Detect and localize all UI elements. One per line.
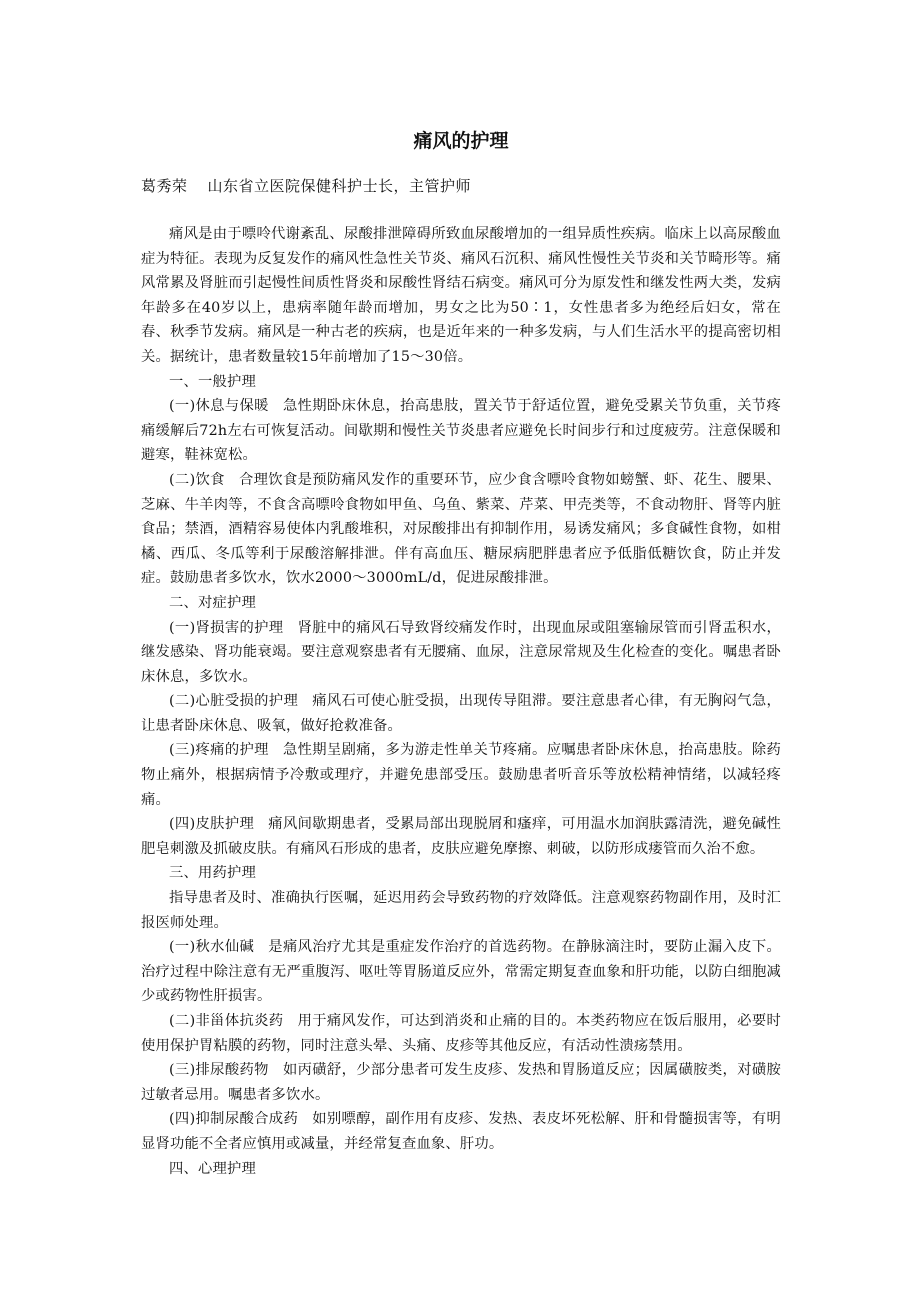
section-heading-2: 二、对症护理 bbox=[169, 594, 256, 611]
paragraph-text: 痛风间歇期患者，受累局部出现脱屑和瘙痒，可用温水加润肤露清洗，避免碱性肥皂刺激及抓破皮肤。有痛风石形成的患者，皮肤应避免摩擦、刺破，以防形成瘘管而久治不愈。 bbox=[141, 816, 781, 857]
paragraph-diet bbox=[141, 468, 781, 591]
paragraph-lead: (三)排尿酸药物 bbox=[169, 1062, 269, 1079]
paragraph-text: 合理饮食是预防痛风发作的重要环节，应少食含嘌呤食物如螃蟹、虾、花生、腰果、芝麻、牛羊肉等，不食含高嘌呤食物如甲鱼、乌鱼、紫菜、芹菜、甲壳类等，不食动物肝、肾等内脏食品；禁酒，酒精容易使体内乳酸堆积，对尿酸排出有抑制作用，易诱发痛风；多食碱性食物，如柑橘、西瓜、冬瓜等利于尿酸溶解排泄。伴有高血压、糖尿病肥胖患者应予低脂低糖饮食，防止并发症。鼓励患者多饮水，饮水2000～3000mL/d，促进尿酸排泄。 bbox=[141, 471, 781, 587]
author-line bbox=[141, 175, 781, 196]
paragraph-lead: (四)抑制尿酸合成药 bbox=[169, 1111, 299, 1128]
paragraph-text: 是痛风治疗尤其是重症发作治疗的首选药物。在静脉滴注时，要防止漏入皮下。治疗过程中除注意有无严重腹泻、呕吐等胃肠道反应外，常需定期复查血象和肝功能，以防白细胞减少或药物性肝损害。 bbox=[141, 939, 781, 1005]
author-affiliation: 山东省立医院保健科护士长，主管护师 bbox=[207, 177, 472, 195]
paragraph-kidney bbox=[141, 616, 781, 690]
paragraph-lead: (二)非甾体抗炎药 bbox=[169, 1013, 284, 1029]
paragraph-text: 用于痛风发作，可达到消炎和止痛的目的。本类药物应在饭后服用，必要时使用保护胃粘膜的药物，同时注意头晕、头痛、皮疹等其他反应，有活动性溃疡禁用。 bbox=[141, 1013, 781, 1054]
section-heading-3: 三、用药护理 bbox=[169, 865, 256, 882]
paragraph-text: 如别嘌醇，副作用有皮疹、发热、表皮坏死松解、肝和骨髓损害等，有明显肾功能不全者应慎用或减量，并经常复查血象、肝功。 bbox=[141, 1111, 781, 1152]
paragraph-lead: (四)皮肤护理 bbox=[169, 816, 255, 833]
paragraph-lead: (三)疼痛的护理 bbox=[169, 742, 269, 759]
paragraph-text: 如丙磺舒，少部分患者可发生皮疹、发热和胃肠道反应；因属磺胺类，对磺胺过敏者忌用。嘱患者多饮水。 bbox=[141, 1062, 781, 1103]
intro-paragraph: 痛风是由于嘌呤代谢紊乱、尿酸排泄障碍所致血尿酸增加的一组异质性疾病。临床上以高尿酸血症为特征。表现为反复发作的痛风性急性关节炎、痛风石沉积、痛风性慢性关节炎和关节畸形等。痛风常累及肾脏而引起慢性间质性肾炎和尿酸性肾结石病变。痛风可分为原发性和继发性两大类，发病年龄多在40岁以上，患病率随年龄而增加，男女之比为50∶1，女性患者多为绝经后妇女，常在春、秋季节发病。痛风是一种古老的疾病，也是近年来的一种多发病，与人们生活水平的提高密切相关。据统计，患者数量较15年前增加了15～30倍。 bbox=[141, 226, 781, 365]
section-heading-4: 四、心理护理 bbox=[169, 1160, 256, 1177]
paragraph-lead: (二)饮食 bbox=[169, 471, 225, 488]
document-title: 痛风的护理 bbox=[413, 130, 509, 152]
paragraph-lead: (一)休息与保暖 bbox=[169, 398, 269, 415]
paragraph-skin bbox=[141, 812, 781, 861]
paragraph-lead: (二)心脏受损的护理 bbox=[169, 693, 299, 710]
paragraph-pain bbox=[141, 738, 781, 812]
paragraph-lead: (一)秋水仙碱 bbox=[169, 939, 255, 956]
document-page bbox=[141, 118, 781, 1181]
paragraph-colchicine bbox=[141, 935, 781, 1009]
paragraph-text: 急性期卧床休息，抬高患肢，置关节于舒适位置，避免受累关节负重，关节疼痛缓解后72h左右可恢复活动。间歇期和慢性关节炎患者应避免长时间步行和过度疲劳。注意保暖和避寒，鞋袜宽松。 bbox=[141, 398, 781, 464]
paragraph-medication-intro: 指导患者及时、准确执行医嘱，延迟用药会导致药物的疗效降低。注意观察药物副作用，及时汇报医师处理。 bbox=[141, 890, 781, 931]
paragraph-nsaid bbox=[141, 1009, 781, 1058]
paragraph-urate-inhibitor bbox=[141, 1107, 781, 1156]
paragraph-heart bbox=[141, 689, 781, 738]
paragraph-text: 肾脏中的痛风石导致肾绞痛发作时，出现血尿或阻塞输尿管而引肾盂积水，继发感染、肾功能衰竭。要注意观察患者有无腰痛、血尿，注意尿常规及生化检查的变化。嘱患者卧床休息，多饮水。 bbox=[141, 619, 781, 685]
paragraph-text: 急性期呈剧痛，多为游走性单关节疼痛。应嘱患者卧床休息，抬高患肢。除药物止痛外，根据病情予冷敷或理疗，并避免患部受压。鼓励患者听音乐等放松精神情绪，以减轻疼痛。 bbox=[141, 742, 781, 808]
paragraph-uricosuric bbox=[141, 1058, 781, 1107]
section-heading-1: 一、一般护理 bbox=[169, 373, 256, 390]
paragraph-text: 痛风石可使心脏受损，出现传导阻滞。要注意患者心律，有无胸闷气急，让患者卧床休息、吸氧，做好抢救准备。 bbox=[141, 693, 781, 734]
author-name: 葛秀荣 bbox=[141, 177, 188, 195]
paragraph-rest-warmth bbox=[141, 394, 781, 468]
paragraph-lead: (一)肾损害的护理 bbox=[169, 619, 284, 636]
